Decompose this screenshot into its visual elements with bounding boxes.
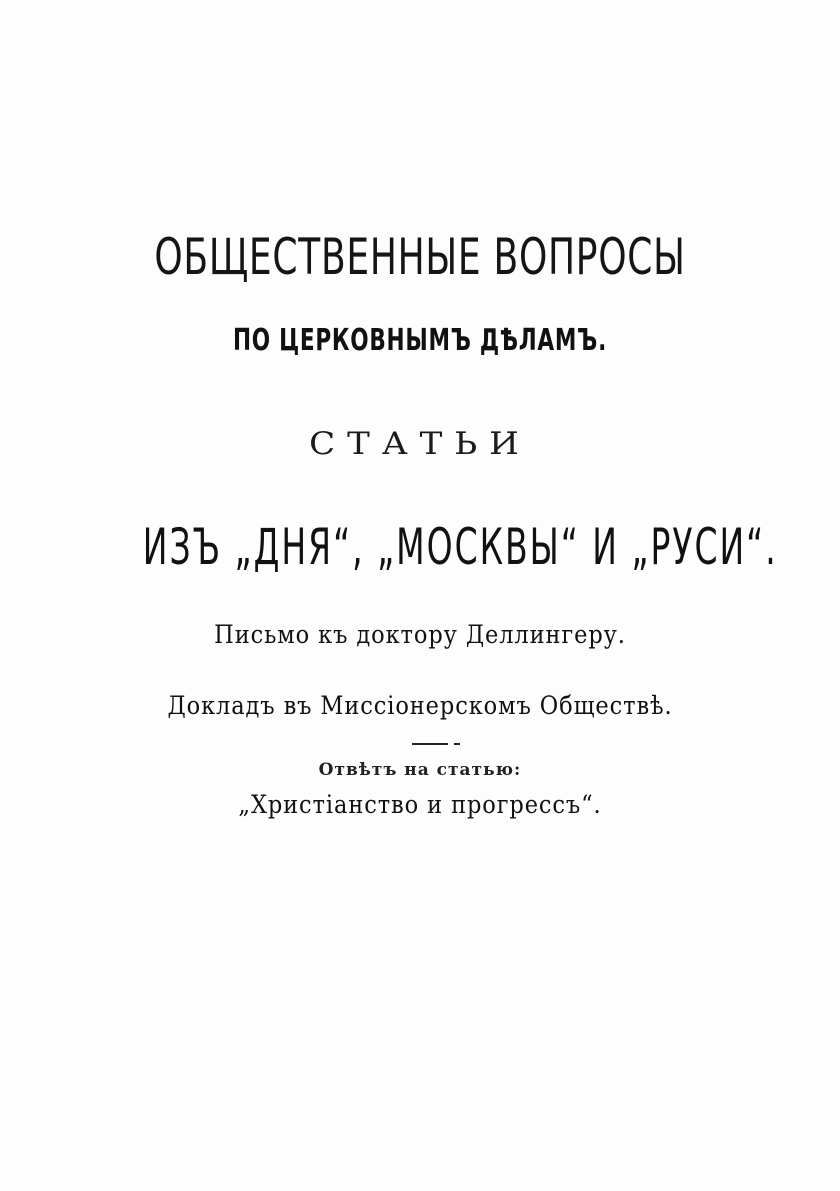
contents-item-report: Докладъ въ Миссіонерскомъ Обществѣ. bbox=[167, 691, 673, 720]
sources-line: ИЗЪ „ДНЯ“, „МОСКВЫ“ И „РУСИ“. bbox=[142, 518, 778, 576]
contents-item-letter: Письмо къ доктору Деллингеру. bbox=[214, 620, 626, 649]
divider-rule bbox=[412, 743, 448, 745]
book-subtitle: ПО ЦЕРКОВНЫМЪ ДѢЛАМЪ. bbox=[233, 323, 607, 358]
reply-label: Отвѣтъ на статью: bbox=[318, 760, 522, 780]
book-title: ОБЩЕСТВЕННЫЕ ВОПРОСЫ bbox=[154, 228, 686, 286]
articles-heading: СТАТЬИ bbox=[309, 426, 531, 462]
divider-rule-tail bbox=[454, 743, 460, 745]
reply-title: „Христіанство и прогрессъ“. bbox=[238, 790, 602, 819]
